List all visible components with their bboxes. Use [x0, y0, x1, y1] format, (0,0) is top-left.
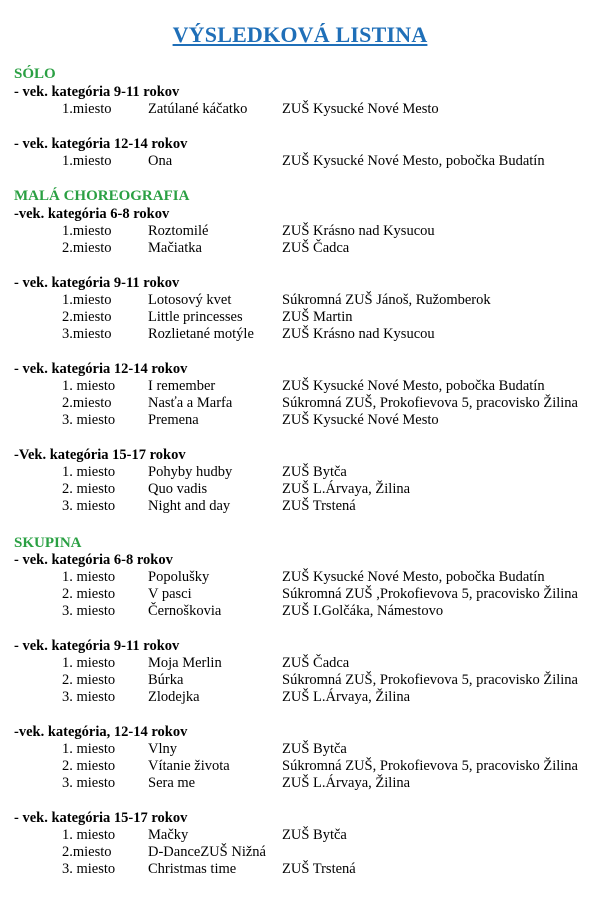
performance-name: I remember [148, 378, 216, 394]
place: 3. miesto [62, 861, 116, 877]
place: 1. miesto [62, 655, 116, 671]
school: ZUŠ Kysucké Nové Mesto [282, 101, 439, 117]
performance-name: Moja Merlin [148, 655, 222, 671]
result-row [0, 775, 600, 792]
school: ZUŠ L.Árvaya, Žilina [282, 481, 411, 497]
result-row [0, 586, 600, 603]
school: ZUŠ Krásno nad Kysucou [282, 223, 435, 239]
result-row [0, 481, 600, 498]
place: 2. miesto [62, 586, 116, 602]
performance-name: Zatúlané káčatko [148, 101, 248, 117]
result-row [0, 689, 600, 706]
result-row [0, 464, 600, 481]
performance-name: Búrka [148, 672, 184, 688]
performance-name: D-DanceZUŠ Nižná [148, 844, 266, 860]
category-label: -vek. kategória, 12-14 rokov [14, 724, 188, 740]
result-row [0, 741, 600, 758]
performance-name: V pasci [148, 586, 192, 602]
section-heading: SKUPINA [14, 535, 82, 551]
result-row [0, 223, 600, 240]
result-row [0, 844, 600, 861]
performance-name: Roztomilé [148, 223, 209, 239]
place: 3.miesto [62, 326, 112, 342]
school: ZUŠ Čadca [282, 240, 350, 256]
performance-name: Zlodejka [148, 689, 200, 705]
performance-name: Popolušky [148, 569, 210, 585]
place: 3. miesto [62, 603, 116, 619]
result-row [0, 672, 600, 689]
place: 2.miesto [62, 309, 112, 325]
section-heading: MALÁ CHOREOGRAFIA [14, 188, 190, 204]
school: ZUŠ Kysucké Nové Mesto, pobočka Budatín [282, 378, 545, 394]
performance-name: Night and day [148, 498, 231, 514]
school: ZUŠ Bytča [282, 464, 347, 480]
result-row [0, 861, 600, 878]
place: 3. miesto [62, 689, 116, 705]
place: 2. miesto [62, 672, 116, 688]
result-row [0, 395, 600, 412]
performance-name: Quo vadis [148, 481, 208, 497]
place: 3. miesto [62, 775, 116, 791]
place: 1.miesto [62, 292, 112, 308]
school: ZUŠ I.Golčáka, Námestovo [282, 603, 444, 619]
result-row [0, 153, 600, 170]
category-label: - vek. kategória 9-11 rokov [14, 638, 180, 654]
category-label: -vek. kategória 6-8 rokov [14, 206, 170, 222]
result-row [0, 827, 600, 844]
result-row [0, 101, 600, 118]
place: 1.miesto [62, 223, 112, 239]
category-label: - vek. kategória 12-14 rokov [14, 361, 188, 377]
school: Súkromná ZUŠ, Prokofievova 5, pracovisko Žilina [282, 758, 578, 774]
result-row [0, 758, 600, 775]
result-row [0, 292, 600, 309]
place: 3. miesto [62, 412, 116, 428]
category-label: - vek. kategória 9-11 rokov [14, 84, 180, 100]
place: 2.miesto [62, 844, 112, 860]
school: ZUŠ L.Árvaya, Žilina [282, 775, 411, 791]
performance-name: Christmas time [148, 861, 237, 877]
result-row [0, 309, 600, 326]
category-label: - vek. kategória 12-14 rokov [14, 136, 188, 152]
performance-name: Vítanie života [148, 758, 230, 774]
result-row [0, 240, 600, 257]
school: ZUŠ Bytča [282, 827, 347, 843]
place: 1. miesto [62, 569, 116, 585]
school: ZUŠ Martin [282, 309, 353, 325]
performance-name: Pohyby hudby [148, 464, 233, 480]
category-label: - vek. kategória 6-8 rokov [14, 552, 173, 568]
school: Súkromná ZUŠ ,Prokofievova 5, pracovisko Žilina [282, 586, 578, 602]
category-label: -Vek. kategória 15-17 rokov [14, 447, 186, 463]
result-row [0, 326, 600, 343]
result-row [0, 378, 600, 395]
performance-name: Rozlietané motýle [148, 326, 254, 342]
school: ZUŠ Čadca [282, 655, 350, 671]
place: 3. miesto [62, 498, 116, 514]
category-label: - vek. kategória 15-17 rokov [14, 810, 188, 826]
section-heading: SÓLO [14, 66, 56, 82]
place: 2.miesto [62, 395, 112, 411]
page-title: VÝSLEDKOVÁ LISTINA [172, 22, 428, 47]
place: 1. miesto [62, 378, 116, 394]
result-row [0, 655, 600, 672]
performance-name: Lotosový kvet [148, 292, 232, 308]
place: 2. miesto [62, 758, 116, 774]
school: ZUŠ Kysucké Nové Mesto, pobočka Budatín [282, 569, 545, 585]
performance-name: Premena [148, 412, 199, 428]
place: 2. miesto [62, 481, 116, 497]
school: ZUŠ Kysucké Nové Mesto, pobočka Budatín [282, 153, 545, 169]
place: 1. miesto [62, 827, 116, 843]
school: Súkromná ZUŠ, Prokofievova 5, pracovisko Žilina [282, 395, 578, 411]
place: 1. miesto [62, 741, 116, 757]
place: 1.miesto [62, 153, 112, 169]
place: 1.miesto [62, 101, 112, 117]
category-label: - vek. kategória 9-11 rokov [14, 275, 180, 291]
performance-name: Mačiatka [148, 240, 202, 256]
school: ZUŠ Trstená [282, 498, 356, 514]
performance-name: Little princesses [148, 309, 243, 325]
result-row [0, 603, 600, 620]
place: 1. miesto [62, 464, 116, 480]
school: ZUŠ L.Árvaya, Žilina [282, 689, 411, 705]
school: Súkromná ZUŠ Jánoš, Ružomberok [282, 292, 491, 308]
school: ZUŠ Bytča [282, 741, 347, 757]
performance-name: Černoškovia [148, 603, 222, 619]
result-row [0, 498, 600, 515]
performance-name: Vlny [148, 741, 177, 757]
school: ZUŠ Kysucké Nové Mesto [282, 412, 439, 428]
school: ZUŠ Trstená [282, 861, 356, 877]
school: Súkromná ZUŠ, Prokofievova 5, pracovisko Žilina [282, 672, 578, 688]
place: 2.miesto [62, 240, 112, 256]
school: ZUŠ Krásno nad Kysucou [282, 326, 435, 342]
result-row [0, 412, 600, 429]
performance-name: Nasťa a Marfa [148, 395, 233, 411]
performance-name: Mačky [148, 827, 189, 843]
result-row [0, 569, 600, 586]
performance-name: Sera me [148, 775, 196, 791]
performance-name: Ona [148, 153, 173, 169]
